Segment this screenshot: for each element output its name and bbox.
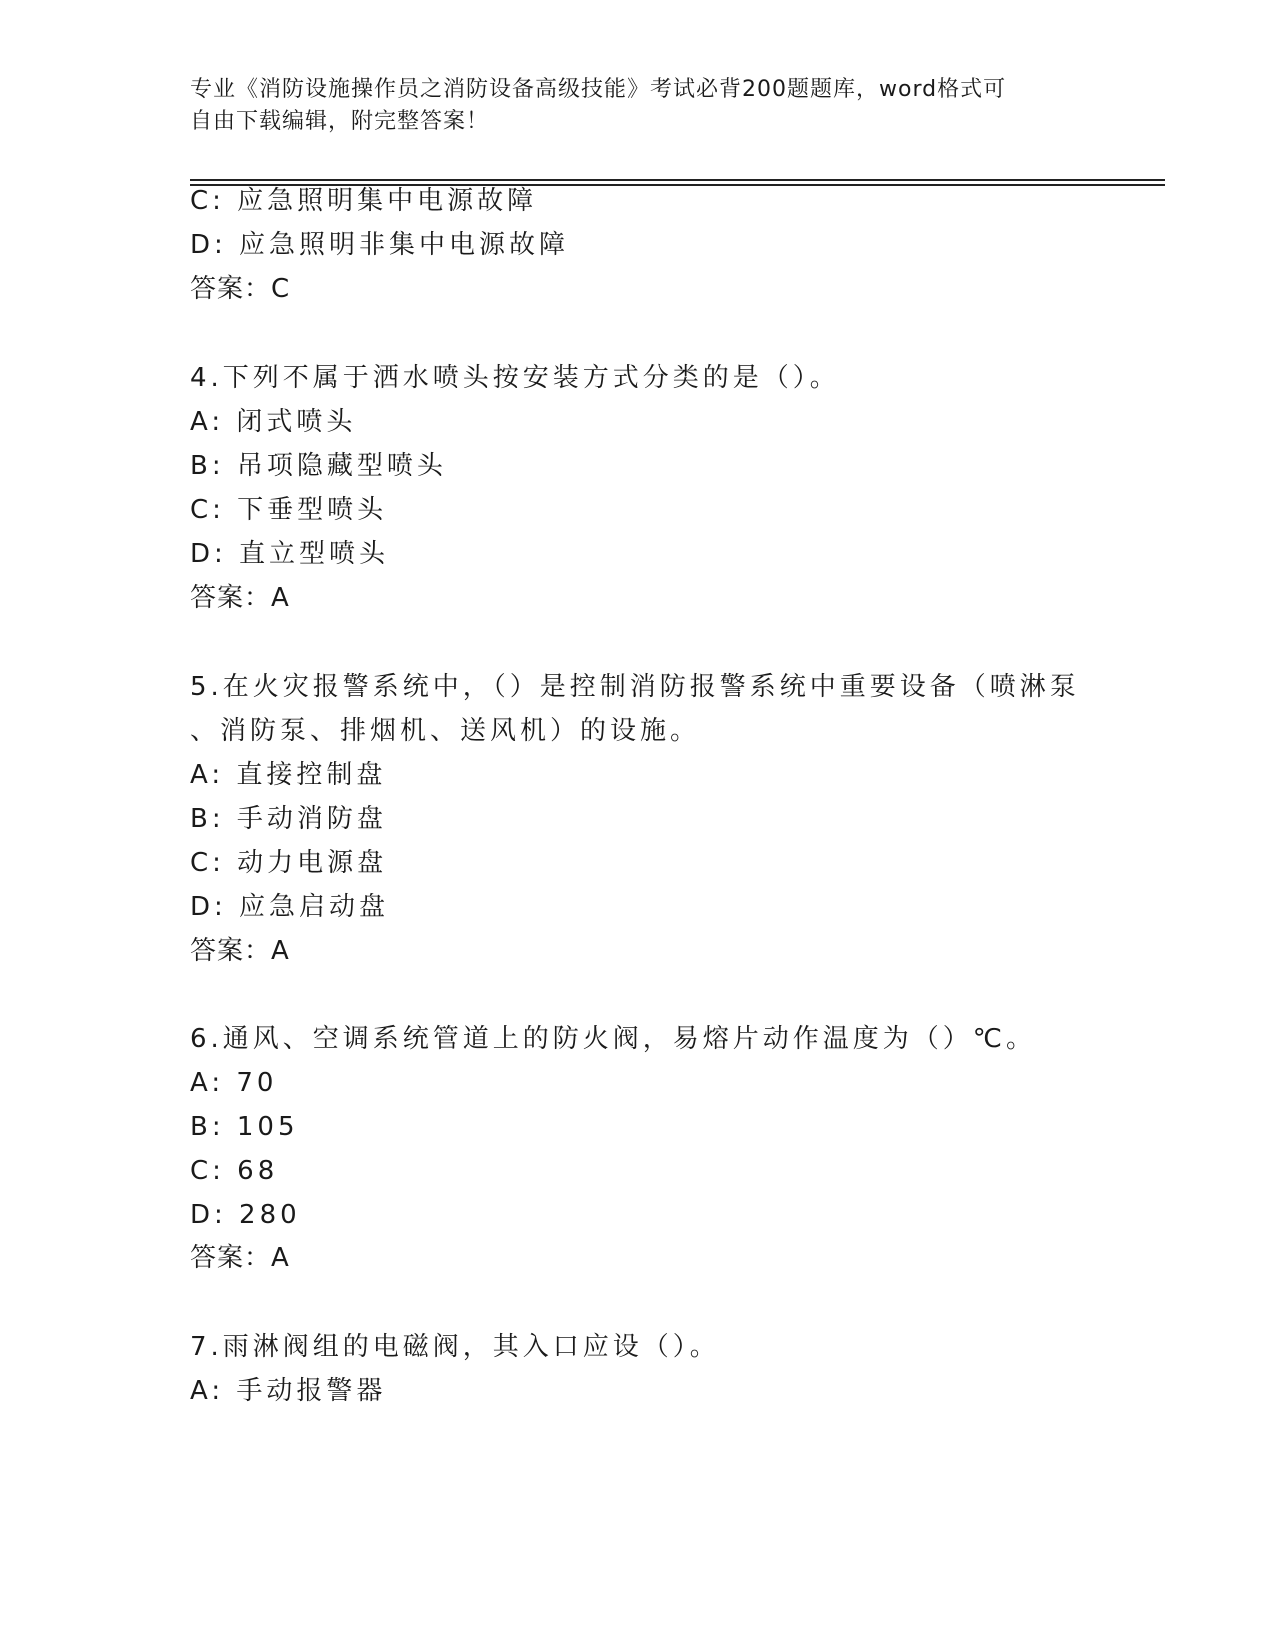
q6-option-d: D: 280	[190, 1200, 301, 1230]
document-header	[190, 74, 1090, 138]
q4-answer: 答案：A	[190, 583, 290, 613]
q6-option-c: C: 68	[190, 1156, 279, 1186]
q4-option-a: A: 闭式喷头	[190, 407, 357, 437]
q5-option-b: B: 手动消防盘	[190, 804, 387, 834]
q7-option-a: A: 手动报警器	[190, 1376, 387, 1406]
q5-option-a: A: 直接控制盘	[190, 760, 387, 790]
q5-question-line-2: 、消防泵、排烟机、送风机）的设施。	[190, 716, 701, 746]
q5-answer: 答案：A	[190, 936, 290, 966]
header-title-line-2: 自由下载编辑，附完整答案！	[190, 109, 490, 134]
header-title-line-1: 专业《消防设施操作员之消防设备高级技能》考试必背200题题库，word格式可	[190, 77, 1007, 102]
q5-option-c: C: 动力电源盘	[190, 848, 388, 878]
q5-option-d: D: 应急启动盘	[190, 892, 390, 922]
q3-answer: 答案：C	[190, 274, 291, 304]
q6-answer: 答案：A	[190, 1243, 290, 1273]
q4-option-d: D: 直立型喷头	[190, 539, 390, 569]
q4-option-c: C: 下垂型喷头	[190, 495, 388, 525]
q4-option-b: B: 吊项隐藏型喷头	[190, 451, 447, 481]
q7-question: 7.雨淋阀组的电磁阀，其入口应设（）。	[190, 1332, 720, 1362]
q3-option-c: C: 应急照明集中电源故障	[190, 186, 538, 216]
q6-option-b: B: 105	[190, 1112, 299, 1142]
q4-question: 4.下列不属于洒水喷头按安装方式分类的是（）。	[190, 363, 840, 393]
q6-question: 6.通风、空调系统管道上的防火阀，易熔片动作温度为（）℃。	[190, 1024, 1037, 1054]
q5-question-line-1: 5.在火灾报警系统中，（）是控制消防报警系统中重要设备（喷淋泵	[190, 672, 1080, 702]
q3-option-d: D: 应急照明非集中电源故障	[190, 230, 570, 260]
q6-option-a: A: 70	[190, 1068, 278, 1098]
header-divider-top	[190, 179, 1165, 181]
